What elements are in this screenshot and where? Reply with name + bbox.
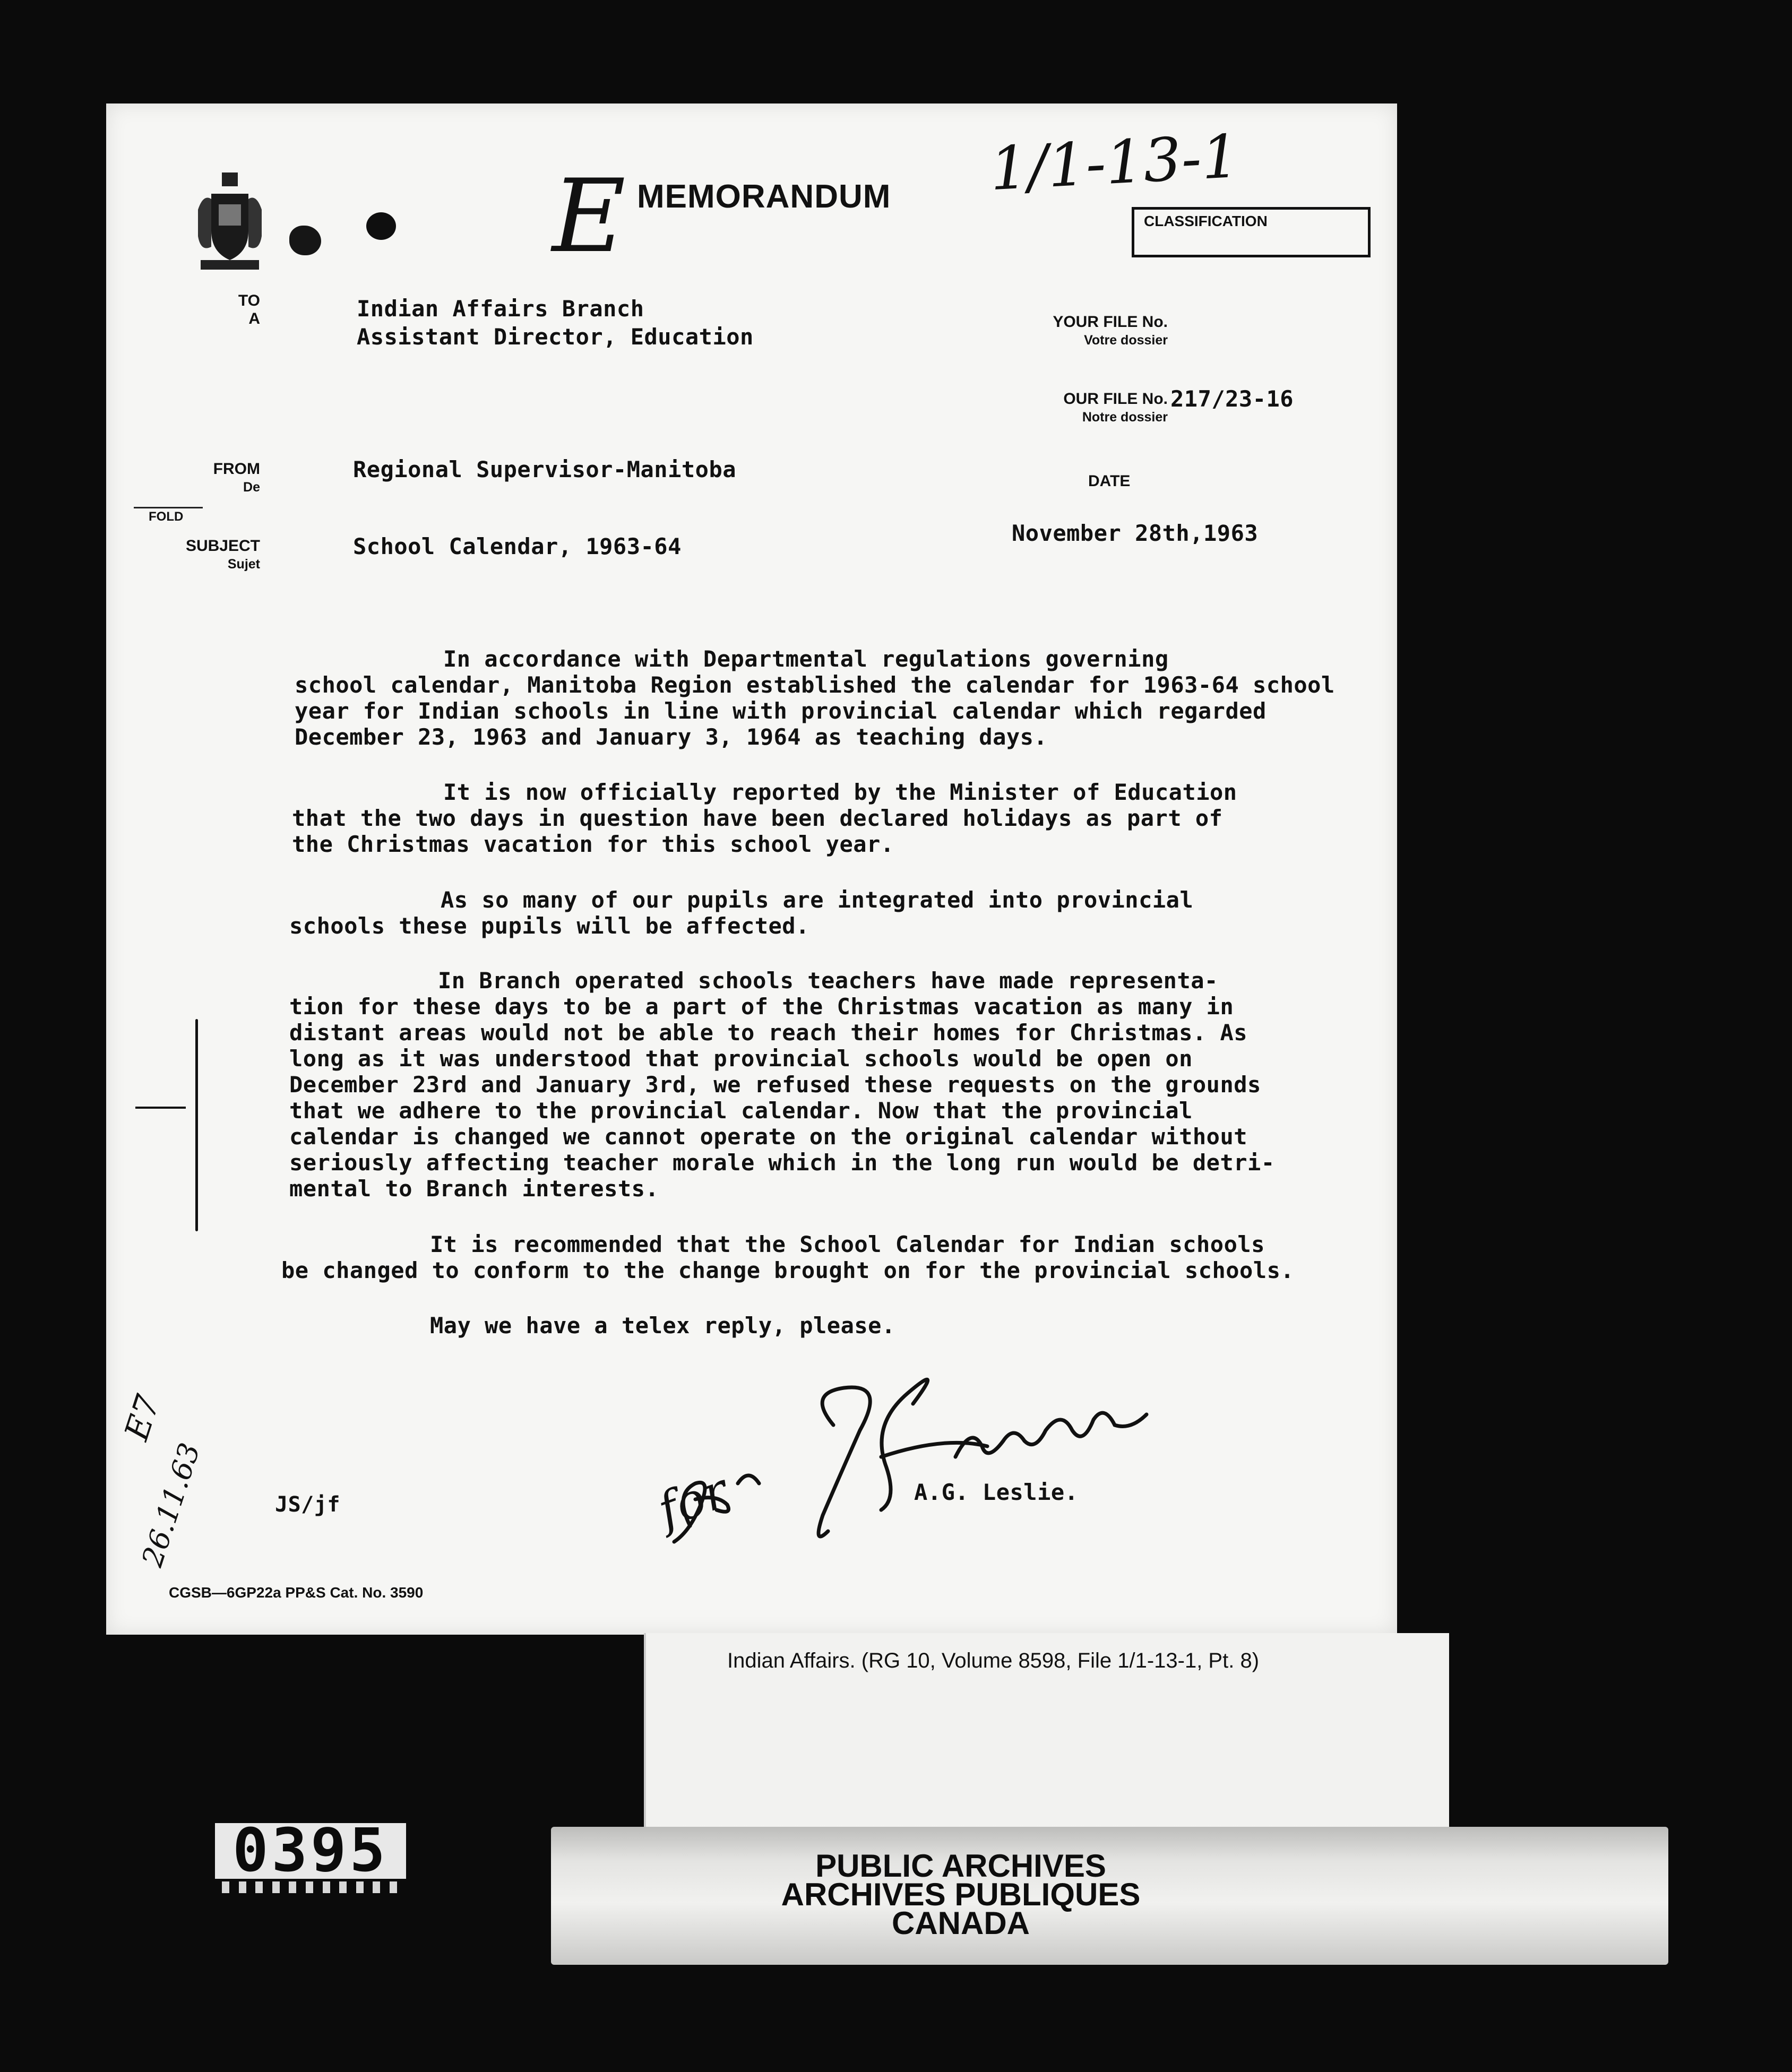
our-file-label-en: OUR FILE No. xyxy=(1063,390,1168,408)
body-p4-line: distant areas would not be able to reach their homes for Christmas. As xyxy=(289,1020,1248,1046)
signatory-name: A.G. Leslie. xyxy=(914,1479,1079,1505)
form-code: CGSB—6GP22a PP&S Cat. No. 3590 xyxy=(169,1584,424,1601)
our-file-label-fr: Notre dossier xyxy=(1082,410,1168,425)
body-p4-line: seriously affecting teacher morale which in the long run would be detri- xyxy=(289,1150,1275,1176)
handwritten-note-1: E7 xyxy=(117,1390,168,1445)
your-file-label xyxy=(987,313,1168,349)
classification-label: CLASSIFICATION xyxy=(1144,213,1268,229)
body-p2-line: that the two days in question have been declared holidays as part of xyxy=(292,805,1223,831)
signature-prefix: for xyxy=(650,1462,735,1539)
your-file-label-fr: Votre dossier xyxy=(1084,333,1168,348)
margin-bracket xyxy=(195,1019,198,1231)
body-p1-line: school calendar, Manitoba Region established the calendar for 1963-64 school xyxy=(295,672,1335,698)
to-line-1: Indian Affairs Branch xyxy=(357,296,644,322)
coat-of-arms-icon xyxy=(195,172,264,273)
date-value: November 28th,1963 xyxy=(1012,520,1259,546)
body-p1-line: In accordance with Departmental regulations governing xyxy=(443,646,1169,672)
from-label-en: FROM xyxy=(213,460,260,478)
body-p4-line: December 23rd and January 3rd, we refused these requests on the grounds xyxy=(289,1072,1261,1098)
classification-box xyxy=(1132,207,1371,257)
stamp-line-2: ARCHIVES PUBLIQUES xyxy=(781,1877,1141,1912)
body-p6-line: May we have a telex reply, please. xyxy=(430,1313,895,1339)
film-frame-number: 0395 xyxy=(215,1823,406,1879)
body-p3-line: As so many of our pupils are integrated into provincial xyxy=(441,887,1194,913)
memo-title: MEMORANDUM xyxy=(637,178,891,215)
date-label: DATE xyxy=(1088,472,1131,490)
memo-sheet xyxy=(106,103,1397,1635)
to-label-fr: A xyxy=(248,310,260,327)
subject-value: School Calendar, 1963-64 xyxy=(353,533,682,559)
signature-drawing xyxy=(658,1367,1327,1563)
subject-label-en: SUBJECT xyxy=(185,537,260,555)
body-p5-line: It is recommended that the School Calendar for Indian schools xyxy=(430,1231,1265,1257)
our-file-number: 217/23-16 xyxy=(1170,386,1294,412)
from-label-fr: De xyxy=(243,480,260,495)
stamp-line-1: PUBLIC ARCHIVES xyxy=(815,1848,1106,1884)
ink-blot xyxy=(289,226,321,255)
to-line-2: Assistant Director, Education xyxy=(357,324,754,350)
body-p4-line: In Branch operated schools teachers have made representa- xyxy=(438,968,1218,994)
your-file-label-en: YOUR FILE No. xyxy=(1053,313,1168,331)
archive-reference-text: Indian Affairs. (RG 10, Volume 8598, File 1/1-13-1, Pt. 8) xyxy=(727,1649,1260,1672)
body-p1-line: year for Indian schools in line with provincial calendar which regarded xyxy=(295,698,1267,724)
subject-label-fr: Sujet xyxy=(227,557,260,572)
fold-label: FOLD xyxy=(149,510,184,524)
body-p3-line: schools these pupils will be affected. xyxy=(289,913,809,939)
body-p2-line: It is now officially reported by the Minister of Education xyxy=(443,779,1237,805)
margin-dash xyxy=(135,1107,186,1109)
body-p4-line: that we adhere to the provincial calendar. Now that the provincial xyxy=(289,1098,1193,1124)
body-p4-line: tion for these days to be a part of the Christmas vacation as many in xyxy=(289,994,1234,1020)
handwritten-file-ref: 1/1-13-1 xyxy=(988,122,1241,204)
ink-blot xyxy=(366,212,396,240)
stamp-line-3: CANADA xyxy=(892,1905,1030,1941)
body-p1-line: December 23, 1963 and January 3, 1964 as teaching days. xyxy=(295,724,1048,750)
from-label xyxy=(202,460,260,496)
body-p5-line: be changed to conform to the change brought on for the provincial schools. xyxy=(281,1257,1295,1283)
body-p4-line: calendar is changed we cannot operate on the original calendar without xyxy=(289,1124,1248,1150)
from-value: Regional Supervisor-Manitoba xyxy=(353,456,737,482)
fold-line xyxy=(134,507,203,508)
body-p2-line: the Christmas vacation for this school year. xyxy=(292,831,894,857)
handwritten-note-2: 26.11.63 xyxy=(135,1439,207,1571)
typist-initials: JS/jf xyxy=(275,1492,340,1517)
our-file-label xyxy=(987,390,1168,426)
body-p4-line: long as it was understood that provincial schools would be open on xyxy=(289,1046,1193,1072)
to-label-en: TO xyxy=(238,292,260,309)
film-sprocket-holes xyxy=(222,1881,397,1895)
to-label xyxy=(223,292,260,328)
subject-label xyxy=(180,537,260,573)
handwritten-e-mark: E xyxy=(552,158,626,275)
body-p4-line: mental to Branch interests. xyxy=(289,1176,659,1202)
